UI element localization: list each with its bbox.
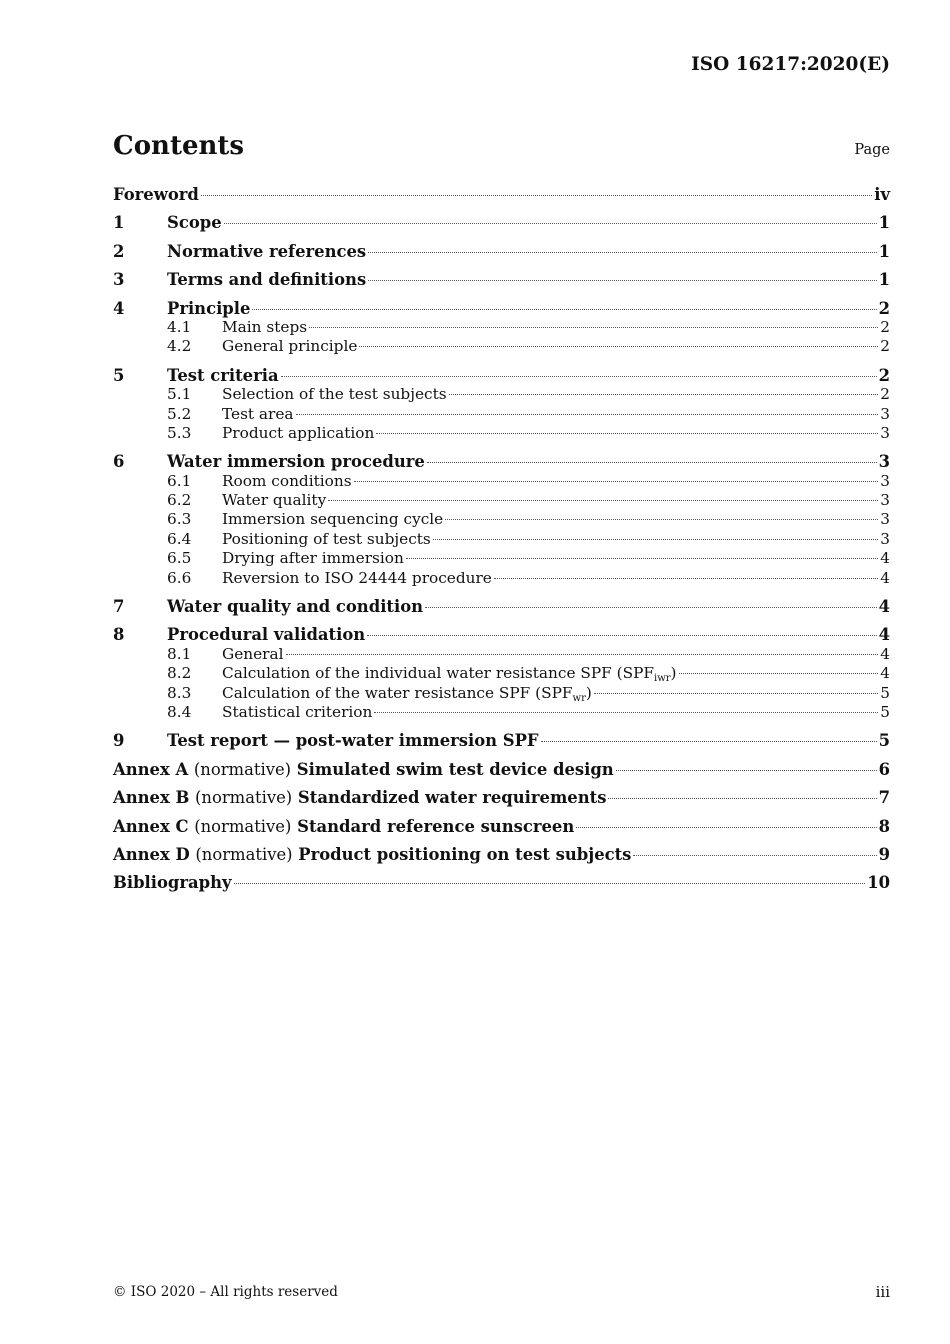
toc-entry-page: 3 (880, 510, 890, 529)
toc-subentry-main-steps[interactable] (113, 318, 890, 337)
dot-leader (608, 798, 876, 799)
toc-entry-label: Statistical criterion (222, 702, 373, 721)
annex-title: Product positioning on test subjects (298, 844, 632, 864)
toc-entry-label: Selection of the test subjects (222, 385, 447, 404)
toc-entry-page: 4 (878, 625, 890, 645)
toc-entry-page: 4 (880, 568, 890, 587)
toc-entry-number: 6.1 (167, 471, 192, 490)
toc-entry-principle[interactable] (113, 299, 890, 318)
toc-entry-number: 9 (113, 731, 125, 751)
dot-leader (368, 280, 876, 281)
toc-entry-number: 8.3 (167, 683, 192, 702)
toc-entry-label (113, 788, 606, 807)
toc-subentry-general-principle[interactable] (113, 337, 890, 356)
toc-entry-label: Water immersion procedure (167, 452, 425, 472)
toc-entry-label: Positioning of test subjects (222, 529, 431, 548)
toc-subentry-product-application[interactable] (113, 424, 890, 443)
toc-entry-bibliography[interactable] (113, 873, 890, 892)
toc-entry-page: 4 (878, 597, 890, 617)
dot-leader (374, 712, 878, 713)
toc-entry-page: 3 (880, 529, 890, 548)
dot-leader (286, 654, 879, 655)
toc-entry-page: 4 (880, 664, 890, 683)
toc-subentry-test-area[interactable] (113, 405, 890, 424)
dot-leader (616, 770, 877, 771)
toc-entry-page: 2 (878, 298, 890, 318)
annex-kind: (normative) (195, 788, 293, 808)
toc-entry-label (113, 760, 614, 779)
dot-leader (296, 414, 879, 415)
toc-entry-label: Test area (222, 404, 294, 423)
toc-entry-page: 4 (880, 549, 890, 568)
toc-entry-number: 6.5 (167, 549, 192, 568)
dot-leader (201, 195, 872, 196)
toc-entry-page: 5 (878, 731, 890, 751)
toc-entry-page: 5 (880, 702, 890, 721)
toc-entry-label: Water quality and condition (167, 597, 424, 617)
toc-entry-number: 4 (113, 298, 125, 318)
toc-entry-page: 10 (867, 873, 890, 893)
toc-entry-page: 3 (880, 491, 890, 510)
annex-prefix: Annex A (113, 759, 189, 779)
toc-entry-page: 1 (878, 270, 890, 290)
label-subscript: iwr (654, 673, 671, 685)
toc-subentry-general[interactable] (113, 645, 890, 664)
dot-leader (594, 693, 878, 694)
toc-entry-page: 9 (878, 844, 890, 864)
toc-entry-page: 2 (880, 317, 890, 336)
annex-kind: (normative) (194, 816, 292, 836)
dot-leader (576, 827, 876, 828)
table-of-contents (113, 185, 890, 893)
toc-entry-page: 3 (880, 404, 890, 423)
annex-prefix: Annex B (113, 788, 190, 808)
toc-entry-number: 3 (113, 270, 125, 290)
dot-leader (679, 673, 879, 674)
toc-entry-procedural-validation[interactable] (113, 625, 890, 644)
dot-leader (359, 346, 878, 347)
toc-subentry-positioning-of-test-subjects[interactable] (113, 530, 890, 549)
toc-entry-label: Normative references (167, 241, 367, 261)
toc-subentry-calculation-water-resistance-spf[interactable] (113, 684, 890, 703)
toc-entry-label: Test report — post-water immersion SPF (167, 731, 539, 751)
label-text-end: ) (585, 683, 592, 702)
toc-entry-label (113, 817, 574, 836)
toc-entry-page: 3 (880, 471, 890, 490)
toc-subentry-immersion-sequencing-cycle[interactable] (113, 510, 890, 529)
toc-subentry-selection-of-test-subjects[interactable] (113, 385, 890, 404)
annex-kind: (normative) (193, 759, 292, 779)
toc-entry-label: Drying after immersion (222, 549, 404, 568)
toc-entry-page: 6 (878, 759, 890, 779)
dot-leader (449, 394, 879, 395)
toc-entry-label: Principle (167, 298, 251, 318)
page-number: iii (875, 1283, 890, 1301)
toc-entry-number: 2 (113, 241, 125, 261)
dot-leader (368, 252, 876, 253)
toc-entry-terms-and-definitions[interactable] (113, 270, 890, 289)
toc-entry-number: 7 (113, 597, 125, 617)
toc-entry-number: 6.2 (167, 491, 192, 510)
toc-entry-number: 6 (113, 452, 125, 472)
toc-entry-label (222, 684, 592, 703)
toc-entry-number: 8 (113, 625, 125, 645)
toc-entry-label: Scope (167, 213, 222, 233)
toc-entry-annex-a[interactable] (113, 760, 890, 779)
toc-entry-page: iv (874, 185, 890, 204)
toc-entry-label: General (222, 644, 284, 663)
toc-entry-foreword[interactable] (113, 185, 890, 204)
toc-entry-page: 3 (880, 423, 890, 442)
toc-entry-page: 3 (878, 452, 890, 472)
toc-entry-number: 5.2 (167, 404, 192, 423)
toc-entry-label: Bibliography (113, 873, 232, 893)
toc-entry-page: 7 (878, 788, 890, 808)
toc-entry-page: 2 (878, 365, 890, 385)
toc-subentry-statistical-criterion[interactable] (113, 703, 890, 722)
standard-id: ISO 16217:2020(E) (691, 54, 890, 75)
annex-title: Simulated swim test device design (296, 759, 614, 779)
dot-leader (445, 519, 878, 520)
label-text-end: ) (670, 664, 677, 683)
toc-entry-page: 8 (878, 816, 890, 836)
toc-entry-test-report[interactable] (113, 731, 890, 750)
toc-entry-water-quality-and-condition[interactable] (113, 597, 890, 616)
toc-entry-number: 1 (113, 213, 125, 233)
dot-leader (252, 309, 876, 310)
annex-kind: (normative) (195, 844, 293, 864)
page-title: Contents (113, 131, 245, 161)
page-column-label: Page (854, 142, 890, 158)
toc-entry-page: 4 (880, 644, 890, 663)
toc-entry-label: Procedural validation (167, 625, 366, 645)
dot-leader (425, 607, 877, 608)
toc-entry-water-immersion-procedure[interactable] (113, 452, 890, 471)
dot-leader (354, 481, 879, 482)
dot-leader (224, 223, 877, 224)
toc-entry-label: Foreword (113, 185, 199, 204)
annex-prefix: Annex D (113, 844, 190, 864)
dot-leader (433, 539, 878, 540)
toc-entry-number: 8.2 (167, 664, 192, 683)
dot-leader (494, 578, 878, 579)
toc-entry-annex-b[interactable] (113, 788, 890, 807)
toc-entry-label: Main steps (222, 317, 308, 336)
toc-entry-number: 6.3 (167, 510, 192, 529)
toc-entry-number: 5.3 (167, 423, 192, 442)
toc-entry-label: Room conditions (222, 471, 352, 490)
dot-leader (376, 433, 878, 434)
toc-entry-page: 2 (880, 337, 890, 356)
annex-title: Standard reference sunscreen (297, 816, 575, 836)
label-text: Calculation of the water resistance SPF (SPF (222, 683, 573, 702)
dot-leader (328, 500, 878, 501)
toc-entry-annex-d[interactable] (113, 845, 890, 864)
dot-leader (541, 741, 877, 742)
toc-entry-label: Test criteria (167, 365, 279, 385)
dot-leader (281, 376, 877, 377)
label-subscript: wr (572, 692, 586, 704)
toc-entry-number: 6.6 (167, 568, 192, 587)
toc-subentry-room-conditions[interactable] (113, 472, 890, 491)
toc-entry-normative-references[interactable] (113, 242, 890, 261)
toc-subentry-water-quality[interactable] (113, 491, 890, 510)
dot-leader (234, 883, 866, 884)
toc-subentry-calculation-individual-spf[interactable] (113, 664, 890, 683)
toc-entry-label: General principle (222, 337, 358, 356)
dot-leader (367, 635, 876, 636)
toc-entry-scope[interactable] (113, 213, 890, 232)
dot-leader (427, 462, 877, 463)
dot-leader (309, 327, 878, 328)
toc-entry-label: Water quality (222, 491, 327, 510)
toc-entry-number: 4.2 (167, 337, 192, 356)
toc-entry-page: 2 (880, 385, 890, 404)
toc-entry-page: 1 (878, 213, 890, 233)
toc-entry-page: 5 (880, 683, 890, 702)
toc-entry-label (113, 845, 631, 864)
toc-entry-label: Product application (222, 423, 375, 442)
toc-entry-page: 1 (878, 241, 890, 261)
dot-leader (633, 855, 876, 856)
toc-entry-number: 8.4 (167, 702, 192, 721)
toc-entry-test-criteria[interactable] (113, 366, 890, 385)
annex-title: Standardized water requirements (297, 788, 607, 808)
toc-entry-label (222, 664, 677, 683)
toc-subentry-drying-after-immersion[interactable] (113, 549, 890, 568)
annex-prefix: Annex C (113, 816, 189, 836)
toc-entry-label: Terms and definitions (167, 270, 367, 290)
toc-entry-number: 5.1 (167, 385, 192, 404)
toc-entry-number: 8.1 (167, 644, 192, 663)
toc-entry-label: Reversion to ISO 24444 procedure (222, 568, 492, 587)
toc-entry-label: Immersion sequencing cycle (222, 510, 444, 529)
toc-entry-annex-c[interactable] (113, 817, 890, 836)
dot-leader (406, 558, 878, 559)
toc-entry-number: 5 (113, 365, 125, 385)
label-text: Calculation of the individual water resistance SPF (SPF (222, 664, 654, 683)
toc-entry-number: 6.4 (167, 529, 192, 548)
copyright-notice: © ISO 2020 – All rights reserved (113, 1284, 338, 1300)
toc-subentry-reversion-procedure[interactable] (113, 569, 890, 588)
toc-entry-number: 4.1 (167, 317, 192, 336)
